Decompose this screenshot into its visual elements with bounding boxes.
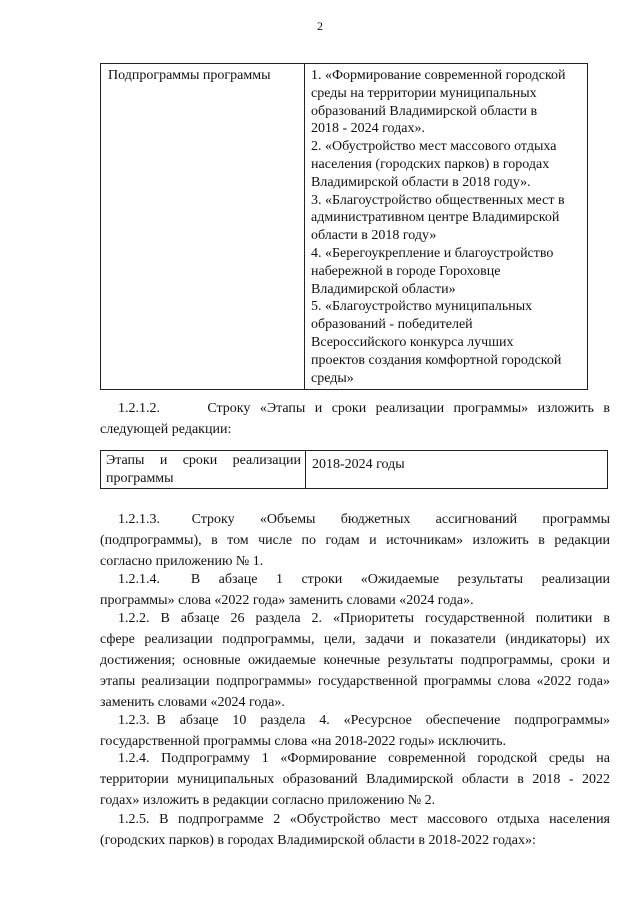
paragraph-1-2-4 [100, 748, 610, 811]
label-line: программы [106, 470, 174, 486]
table-cell-subprograms [305, 64, 588, 390]
paragraph-line: 1.2.1.4. В абзаце 1 строки «Ожидаемые результаты реализации [118, 572, 610, 587]
paragraph-line: (городских парков) в городах Владимирской области в 2018-2022 годах»: [100, 833, 536, 848]
paragraph-line: согласно приложению № 1. [100, 554, 264, 569]
paragraph-line: территории муниципальных образований Владимирской области в 2018 - 2022 [100, 772, 610, 787]
paragraph-1-2-1-3 [100, 509, 610, 572]
table-row [101, 451, 608, 489]
paragraph-line: 1.2.5. В подпрограмме 2 «Обустройство мест массового отдыха населения [118, 812, 610, 827]
paragraph-1-2-3 [100, 710, 610, 752]
paragraph-line: 1.2.3. В абзаце 10 раздела 4. «Ресурсное обеспечение подпрограммы» [118, 713, 610, 728]
paragraph-line: этапы реализации подпрограммы» государственной программы слова «2022 года» [100, 674, 610, 689]
paragraph-line: программы» слова «2022 года» заменить словами «2024 года». [100, 593, 474, 608]
paragraph-line: 1.2.2. В абзаце 26 раздела 2. «Приоритеты государственной политики в [118, 611, 610, 626]
paragraph-line: 1.2.1.3. Строку «Объемы бюджетных ассигнований программы [118, 512, 610, 527]
subprogram-item-1: 1. «Формирование современной городской среды на территории муниципальных образований Владимирской области в 2018 - 2024 годах». [311, 68, 566, 137]
table-cell-label: Подпрограммы программы [101, 64, 305, 390]
paragraph-1-2-1-2 [100, 398, 610, 440]
table-cell-value: 2018-2024 годы [306, 451, 608, 489]
subprogram-item-3: 3. «Благоустройство общественных мест в административном центре Владимирской области в 2018 году» [311, 192, 565, 244]
paragraph-line: сфере реализации подпрограммы, цели, задачи и показатели (индикаторы) их [100, 632, 610, 647]
table-row [101, 64, 588, 390]
subprogram-item-5: 5. «Благоустройство муниципальных образований - победителей Всероссийского конкурса лучших проектов создания комфортной городской среды» [311, 299, 562, 386]
paragraph-1-2-2 [100, 608, 610, 713]
paragraph-line: (подпрограммы), в том числе по годам и источникам» изложить в редакции [100, 533, 610, 548]
page-number: 2 [317, 19, 323, 33]
paragraph-line: 1.2.4. Подпрограмму 1 «Формирование современной городской среды на [118, 751, 610, 766]
paragraph-1-2-5 [100, 809, 610, 851]
paragraph-line: 1.2.1.2. Строку «Этапы и сроки реализации программы» изложить в [118, 401, 610, 416]
subprogram-item-2: 2. «Обустройство мест массового отдыха населения (городских парков) в городах Владимирской области в 2018 году». [311, 139, 557, 190]
paragraph-line: заменить словами «2024 года». [100, 695, 285, 710]
subprogram-item-4: 4. «Берегоукрепление и благоустройство набережной в городе Гороховце Владимирской области» [311, 245, 554, 297]
stages-table [100, 450, 608, 489]
paragraph-1-2-1-4 [100, 569, 610, 611]
subprograms-table [100, 63, 588, 390]
label-line: Этапы и сроки реализации [106, 453, 301, 468]
paragraph-line: государственной программы слова «на 2018-2022 годы» исключить. [100, 734, 507, 749]
paragraph-line: следующей редакции: [100, 422, 232, 437]
paragraph-line: годах» изложить в редакции согласно приложению № 2. [100, 793, 436, 808]
paragraph-line: достижения; основные ожидаемые конечные результаты подпрограммы, сроки и [100, 653, 610, 668]
table-cell-label [101, 451, 306, 489]
